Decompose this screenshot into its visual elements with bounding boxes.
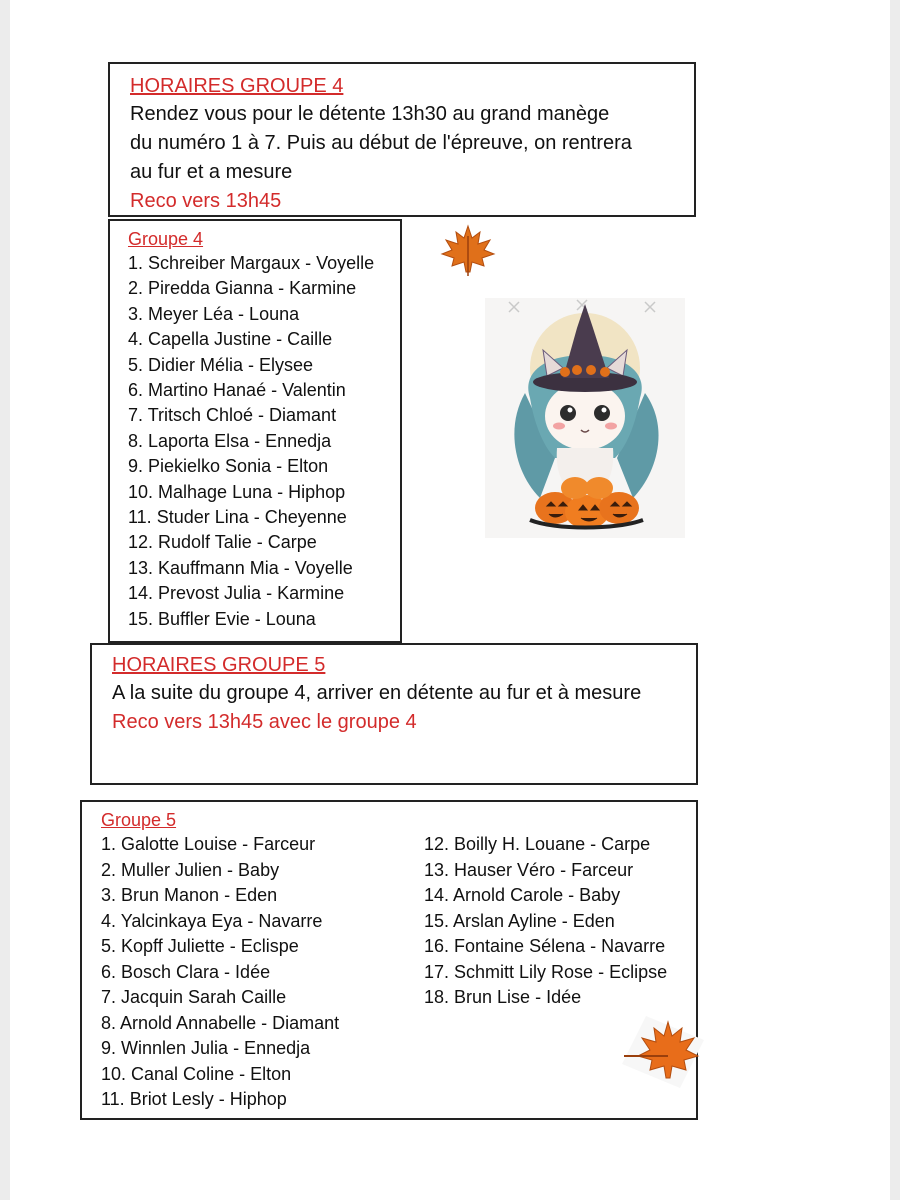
horaires-groupe-5-title: HORAIRES GROUPE 5 xyxy=(112,654,326,676)
list-item: 17. Schmitt Lily Rose - Eclipse xyxy=(424,961,668,982)
horaires-groupe-5-line-1: A la suite du groupe 4, arriver en détente au fur et à mesure xyxy=(112,682,642,704)
list-item: 8. Arnold Annabelle - Diamant xyxy=(101,1012,340,1033)
maple-leaf-icon xyxy=(438,222,498,277)
horaires-groupe-4-line-2: du numéro 1 à 7. Puis au début de l'épreuve, on rentrera xyxy=(130,132,632,154)
list-item: 10. Malhage Luna - Hiphop xyxy=(128,481,346,502)
list-item: 11. Studer Lina - Cheyenne xyxy=(128,507,347,528)
list-item: 15. Buffler Evie - Louna xyxy=(128,608,316,629)
list-item: 7. Tritsch Chloé - Diamant xyxy=(128,405,337,426)
list-item: 16. Fontaine Sélena - Navarre xyxy=(424,936,666,956)
list-item: 7. Jacquin Sarah Caille xyxy=(101,987,287,1007)
list-item: 4. Capella Justine - Caille xyxy=(128,329,333,350)
list-item: 3. Meyer Léa - Louna xyxy=(128,303,300,324)
list-item: 5. Kopff Juliette - Eclispe xyxy=(101,936,299,956)
list-item: 3. Brun Manon - Eden xyxy=(101,885,278,905)
list-item: 6. Martino Hanaé - Valentin xyxy=(128,380,346,401)
list-item: 18. Brun Lise - Idée xyxy=(424,987,582,1007)
horaires-groupe-4-box xyxy=(108,62,696,217)
list-item: 13. Kauffmann Mia - Voyelle xyxy=(128,557,353,578)
horaires-groupe-4-title: HORAIRES GROUPE 4 xyxy=(130,75,344,97)
list-item: 5. Didier Mélia - Elysee xyxy=(128,354,314,375)
list-item: 15. Arslan Ayline - Eden xyxy=(424,910,615,931)
list-item: 9. Winnlen Julia - Ennedja xyxy=(101,1038,311,1058)
list-item: 1. Galotte Louise - Farceur xyxy=(101,834,316,854)
horaires-groupe-4-line-3: au fur et a mesure xyxy=(130,161,293,183)
horaires-groupe-4-line-1: Rendez vous pour le détente 13h30 au grand manège xyxy=(130,103,610,125)
maple-leaf-icon xyxy=(616,1010,711,1090)
list-item: 14. Prevost Julia - Karmine xyxy=(128,583,345,604)
list-item: 4. Yalcinkaya Eya - Navarre xyxy=(101,910,323,931)
list-item: 2. Piredda Gianna - Karmine xyxy=(128,278,357,299)
groupe-5-box xyxy=(80,800,698,1120)
list-item: 10. Canal Coline - Elton xyxy=(101,1063,292,1084)
list-item: 12. Rudolf Talie - Carpe xyxy=(128,532,317,553)
list-item: 6. Bosch Clara - Idée xyxy=(101,961,271,982)
groupe-4-title: Groupe 4 xyxy=(128,229,204,249)
groupe-5-list-left xyxy=(101,832,424,1113)
list-item: 1. Schreiber Margaux - Voyelle xyxy=(128,253,375,273)
list-item: 9. Piekielko Sonia - Elton xyxy=(128,456,329,477)
groupe-5-title: Groupe 5 xyxy=(101,810,177,830)
list-item: 13. Hauser Véro - Farceur xyxy=(424,859,634,880)
list-item: 11. Briot Lesly - Hiphop xyxy=(101,1089,287,1109)
list-item: 14. Arnold Carole - Baby xyxy=(424,885,621,905)
halloween-unicorn-illustration xyxy=(485,298,685,538)
groupe-4-box xyxy=(108,219,402,643)
horaires-groupe-5-box xyxy=(90,643,698,785)
list-item: 12. Boilly H. Louane - Carpe xyxy=(424,834,651,854)
groupe-4-list xyxy=(128,251,400,632)
horaires-groupe-5-reco: Reco vers 13h45 avec le groupe 4 xyxy=(112,711,417,733)
horaires-groupe-4-reco: Reco vers 13h45 xyxy=(130,190,282,212)
list-item: 2. Muller Julien - Baby xyxy=(101,859,280,880)
list-item: 8. Laporta Elsa - Ennedja xyxy=(128,430,332,451)
